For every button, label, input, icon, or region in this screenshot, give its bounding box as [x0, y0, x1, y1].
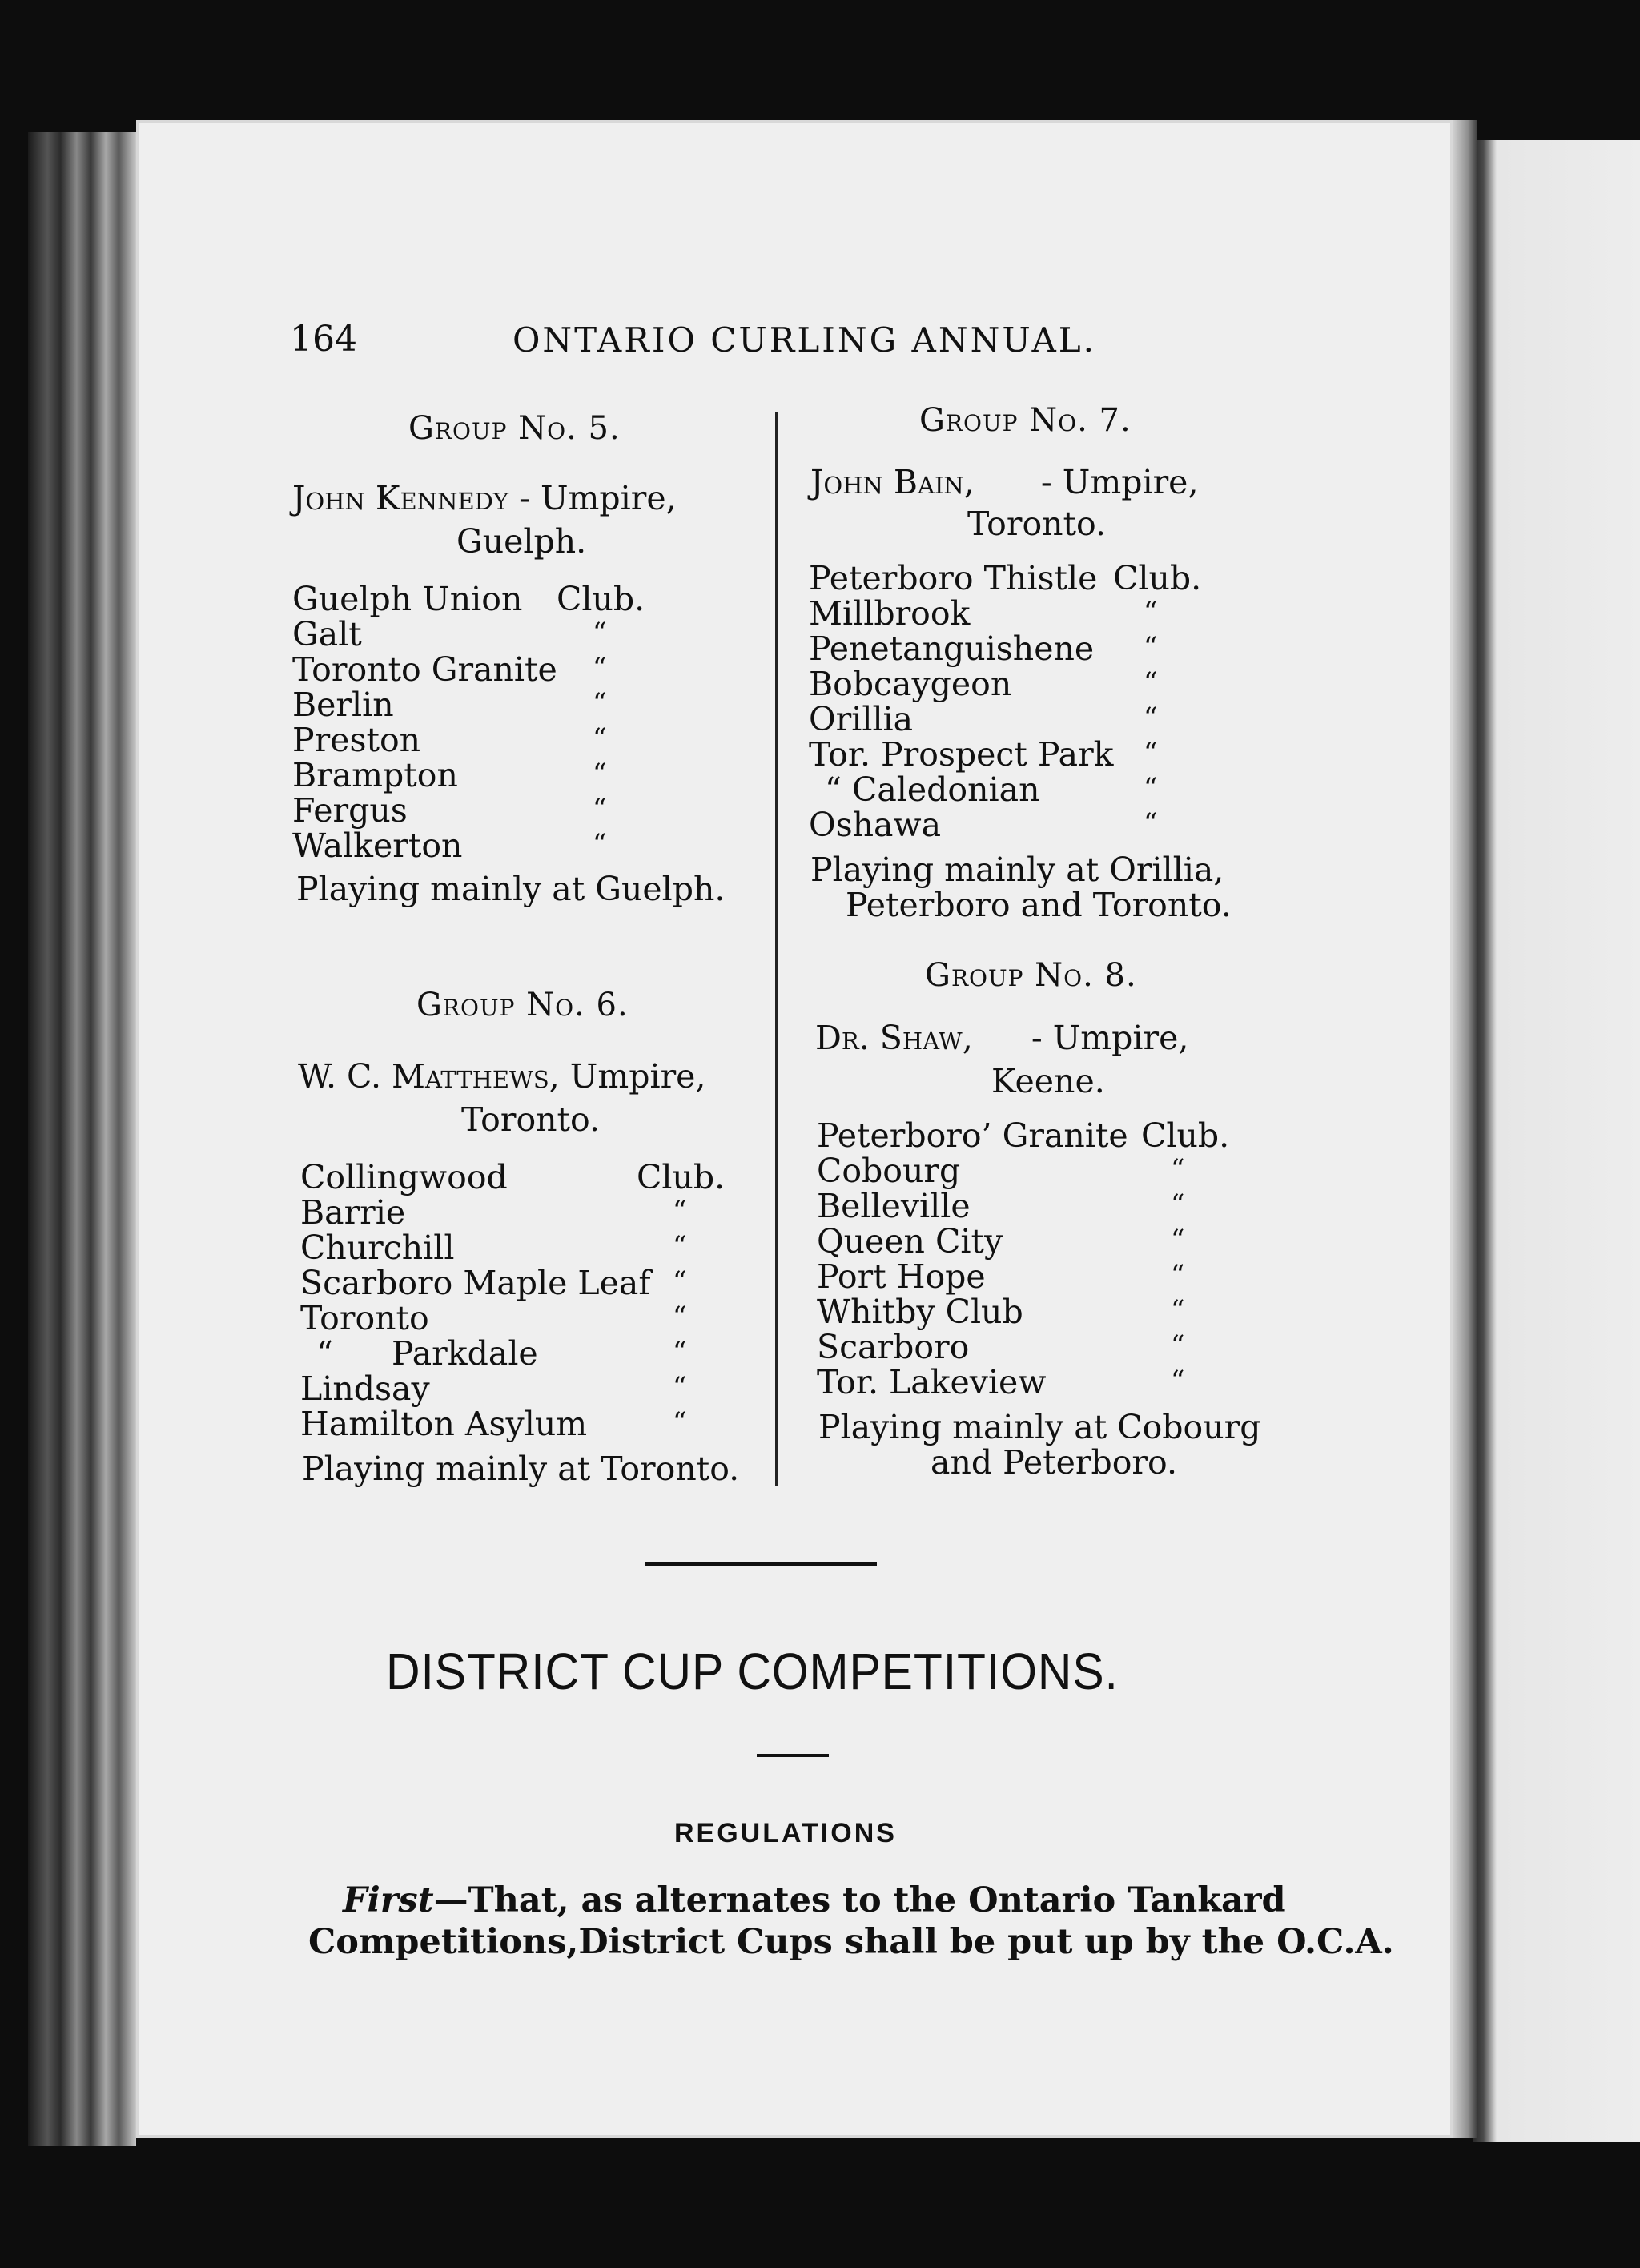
group7-title: Group No. 7.: [919, 402, 1132, 439]
group7-club-word: Club.: [1113, 559, 1202, 597]
page-number: 164: [290, 319, 357, 360]
ditto-mark: “: [593, 758, 607, 790]
group8-club: Belleville: [817, 1187, 971, 1225]
group5-title: Group No. 5.: [408, 410, 621, 447]
book-edge: [28, 132, 136, 2146]
ditto-mark: “: [1144, 737, 1158, 769]
ditto-mark: “: [673, 1406, 687, 1438]
group6-club: Churchill: [300, 1228, 455, 1267]
ditto-mark: “: [673, 1230, 687, 1262]
group6-club: Hamilton Asylum: [300, 1405, 588, 1443]
group8-club: Tor. Lakeview: [817, 1363, 1047, 1401]
ditto-mark: “: [673, 1195, 687, 1227]
group6-club: “ Parkdale: [316, 1334, 538, 1373]
group8-club: Queen City: [817, 1222, 1003, 1261]
ditto-mark: “: [1144, 596, 1158, 628]
ditto-mark: “: [1171, 1365, 1185, 1397]
group7-note-line1: Playing mainly at Orillia,: [810, 850, 1224, 889]
ditto-mark: “: [673, 1301, 687, 1333]
group5-club: Preston: [292, 721, 421, 759]
group6-umpire-name: W. C. Matthews,: [298, 1057, 560, 1096]
ditto-mark: “: [673, 1336, 687, 1368]
group8-umpire-town: Keene.: [991, 1062, 1105, 1100]
group6-club-word: Club.: [637, 1158, 726, 1196]
group5-umpire-town: Guelph.: [456, 522, 587, 561]
section-title: DISTRICT CUP COMPETITIONS.: [386, 1643, 1119, 1700]
group5-club: Guelph Union: [292, 580, 523, 618]
ditto-mark: “: [1144, 666, 1158, 698]
group7-club: Millbrook: [809, 594, 971, 633]
group5-umpire-role: - Umpire,: [519, 479, 677, 517]
ditto-mark: “: [593, 828, 607, 860]
section-rule: [645, 1562, 877, 1566]
running-title: ONTARIO CURLING ANNUAL.: [512, 320, 1097, 360]
group6-club: Collingwood: [300, 1158, 508, 1196]
column-divider: [775, 412, 778, 1486]
group5-note: Playing mainly at Guelph.: [296, 870, 726, 908]
group5-club: Berlin: [292, 686, 394, 724]
ditto-mark: “: [593, 793, 607, 825]
group6-note: Playing mainly at Toronto.: [302, 1450, 740, 1488]
group5-club: Brampton: [292, 756, 458, 794]
facing-page-edge: [1473, 140, 1640, 2142]
ditto-mark: “: [1144, 631, 1158, 663]
short-rule: [757, 1754, 829, 1757]
ditto-mark: “: [593, 652, 607, 684]
group8-umpire: [815, 1019, 1188, 1057]
group8-club: Peterboro’ Granite: [817, 1116, 1128, 1155]
ditto-mark: “: [593, 687, 607, 719]
group8-club: Whitby Club: [817, 1293, 1023, 1331]
group8-title: Group No. 8.: [925, 957, 1137, 994]
group5-club: Fergus: [292, 791, 408, 830]
ditto-mark: “: [673, 1265, 687, 1297]
group5-umpire-name: John Kennedy: [292, 479, 509, 517]
group8-umpire-role: - Umpire,: [1031, 1019, 1189, 1057]
regulation-first-line1: [343, 1880, 1286, 1920]
group6-title: Group No. 6.: [416, 987, 629, 1023]
ditto-mark: “: [593, 722, 607, 754]
group8-club: Cobourg: [817, 1152, 961, 1190]
group8-club: Scarboro: [817, 1328, 970, 1366]
ditto-mark: “: [1171, 1294, 1185, 1326]
ditto-mark: “: [1144, 702, 1158, 734]
group7-umpire-role: - Umpire,: [1040, 463, 1199, 501]
group7-club: Bobcaygeon: [809, 665, 1012, 703]
group7-club: Tor. Prospect Park: [809, 735, 1114, 774]
ditto-mark: “: [1171, 1188, 1185, 1220]
group6-club: Toronto: [300, 1299, 429, 1337]
ditto-mark: “: [593, 617, 607, 649]
ditto-mark: “: [1171, 1329, 1185, 1361]
group8-note-line2: and Peterboro.: [931, 1443, 1178, 1482]
group7-club: Penetanguishene: [809, 629, 1095, 668]
group7-club: Orillia: [809, 700, 914, 738]
group5-club: Walkerton: [292, 826, 463, 865]
regulation-line1-rest: —That, as alternates to the Ontario Tankard: [433, 1880, 1286, 1920]
group6-club: Lindsay: [300, 1369, 430, 1408]
group5-club: Toronto Granite: [292, 650, 557, 689]
regulations-heading: REGULATIONS: [674, 1818, 897, 1848]
group8-umpire-name: Dr. Shaw,: [815, 1019, 973, 1057]
page-gutter: [1453, 120, 1477, 2138]
group7-umpire: [810, 463, 1198, 501]
group7-umpire-town: Toronto.: [967, 505, 1107, 543]
group6-umpire-role: Umpire,: [569, 1057, 706, 1096]
ditto-mark: “: [1171, 1224, 1185, 1256]
group8-club-word: Club.: [1141, 1116, 1230, 1155]
ditto-mark: “: [1171, 1259, 1185, 1291]
regulation-first-line2: Competitions,District Cups shall be put up by the O.C.A.: [308, 1922, 1394, 1962]
group5-club: Galt: [292, 615, 362, 653]
ditto-mark: “: [1144, 807, 1158, 839]
group6-umpire-town: Toronto.: [461, 1100, 601, 1139]
group7-club: Oshawa: [809, 806, 942, 844]
group6-umpire: [298, 1057, 705, 1096]
group6-club: Scarboro Maple Leaf: [300, 1264, 651, 1302]
group7-note-line2: Peterboro and Toronto.: [846, 886, 1232, 924]
ditto-mark: “: [673, 1371, 687, 1403]
regulation-lead: First: [343, 1880, 434, 1920]
group7-umpire-name: John Bain,: [810, 463, 975, 501]
group5-club-word: Club.: [557, 580, 645, 618]
group7-club: “ Caledonian: [825, 770, 1040, 809]
group8-note-line1: Playing mainly at Cobourg: [818, 1408, 1261, 1446]
group8-club: Port Hope: [817, 1257, 986, 1296]
group5-umpire: [292, 479, 677, 517]
group6-club: Barrie: [300, 1193, 406, 1232]
group7-club: Peterboro Thistle: [809, 559, 1098, 597]
ditto-mark: “: [1171, 1153, 1185, 1185]
ditto-mark: “: [1144, 772, 1158, 804]
